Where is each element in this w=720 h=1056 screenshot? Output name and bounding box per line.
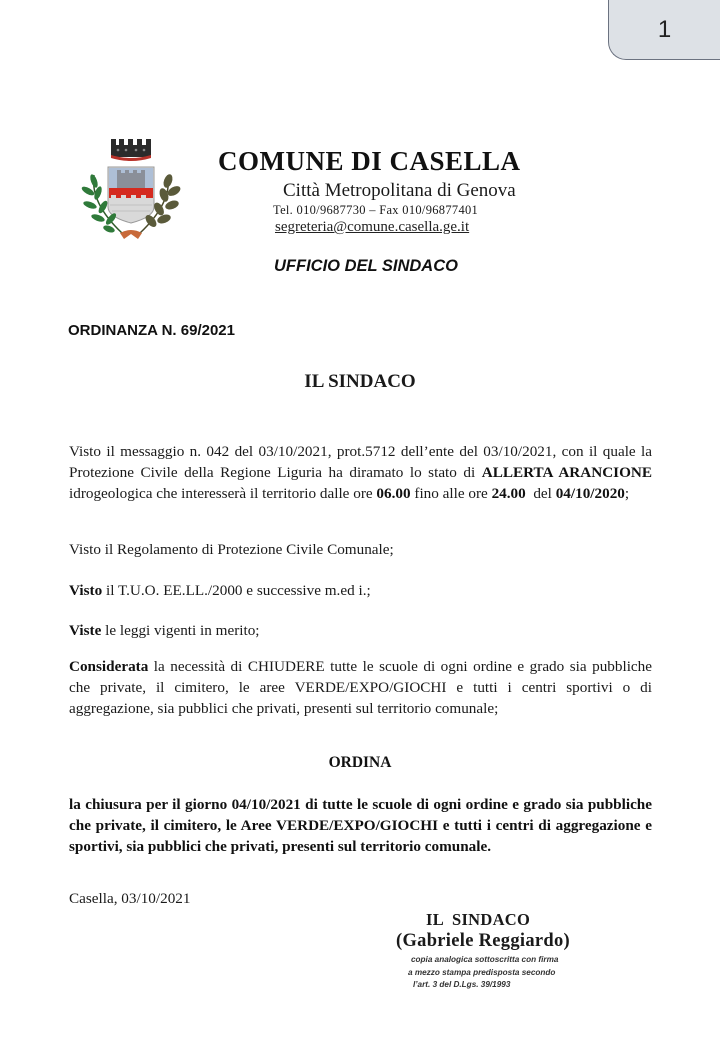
text-segment: idrogeologica che interesserà il territorio dalle ore	[69, 485, 377, 502]
page-number-badge	[608, 0, 720, 60]
start-time: 06.00	[376, 485, 411, 502]
text-segment: del	[525, 485, 556, 502]
signature-note-line: copia analogica sottoscritta con firma	[411, 955, 559, 964]
document-heading: IL SINDACO	[304, 371, 416, 392]
text-segment: fino alle ore	[410, 485, 492, 502]
ordinance-number: ORDINANZA N. 69/2021	[68, 322, 235, 339]
alert-date: 04/10/2020	[555, 485, 625, 502]
contact-phone-fax: Tel. 010/9687730 – Fax 010/96877401	[273, 203, 479, 217]
paragraph-considerata	[69, 656, 652, 719]
bold-lead: Viste	[69, 622, 102, 639]
municipality-subtitle: Città Metropolitana di Genova	[283, 180, 516, 201]
signature-title: IL SINDACO	[426, 910, 531, 929]
paragraph-tuoeell	[69, 580, 652, 601]
signature-note-line: a mezzo stampa predisposta secondo	[408, 968, 556, 977]
text-segment: le leggi vigenti in merito;	[101, 622, 260, 639]
crown-icon	[111, 139, 151, 161]
bold-lead: Visto	[69, 582, 103, 599]
text-segment: il T.U.O. EE.LL./2000 e successive m.ed i.;	[102, 582, 371, 599]
text-segment: Visto il messaggio n. 042 del 03/10/2021, prot.5712 dell’ente del 03/10/2021, con il quale la Protezione Civile della Regione Liguria ha diramato lo stato di	[69, 443, 652, 481]
ordina-text: la chiusura per il giorno 04/10/2021 di tutte le scuole di ogni ordine e grado sia pubbliche che private, il cimitero, le Aree VERDE/EXPO/GIOCHI e tutti i centri di aggregazione e sportivi, sia pubblici che privati, presenti sul territorio comunale.	[69, 796, 652, 855]
paragraph-regulation: Visto il Regolamento di Protezione Civile Comunale;	[69, 541, 394, 558]
bold-lead: Considerata	[69, 658, 149, 675]
text-segment: ;	[624, 485, 630, 502]
alert-level: ALLERTA ARANCIONE	[481, 464, 652, 481]
ordina-heading: ORDINA	[328, 754, 392, 771]
signature-name: (Gabriele Reggiardo)	[396, 931, 570, 951]
text-segment: la necessità di CHIUDERE tutte le scuole di ogni ordine e grado sia pubbliche che private, il cimitero, le aree VERDE/EXPO/GIOCHI e tutti i centri sportivi o di aggregazione, sia pubblici che privati, presenti sul territorio comunale;	[69, 658, 652, 717]
municipality-title: COMUNE DI CASELLA	[218, 146, 521, 176]
office-name: UFFICIO DEL SINDACO	[274, 257, 458, 275]
ribbon-icon	[120, 230, 142, 239]
end-time: 24.00	[491, 485, 526, 502]
page-number: 1	[657, 16, 672, 43]
place-date: Casella, 03/10/2021	[69, 890, 191, 907]
paragraph-laws	[69, 620, 652, 641]
paragraph-alert-message	[69, 441, 652, 504]
signature-note-line: l’art. 3 del D.Lgs. 39/1993	[413, 980, 511, 989]
municipal-crest-logo	[76, 133, 186, 245]
contact-email-link[interactable]: segreteria@comune.casella.ge.it	[275, 219, 470, 235]
